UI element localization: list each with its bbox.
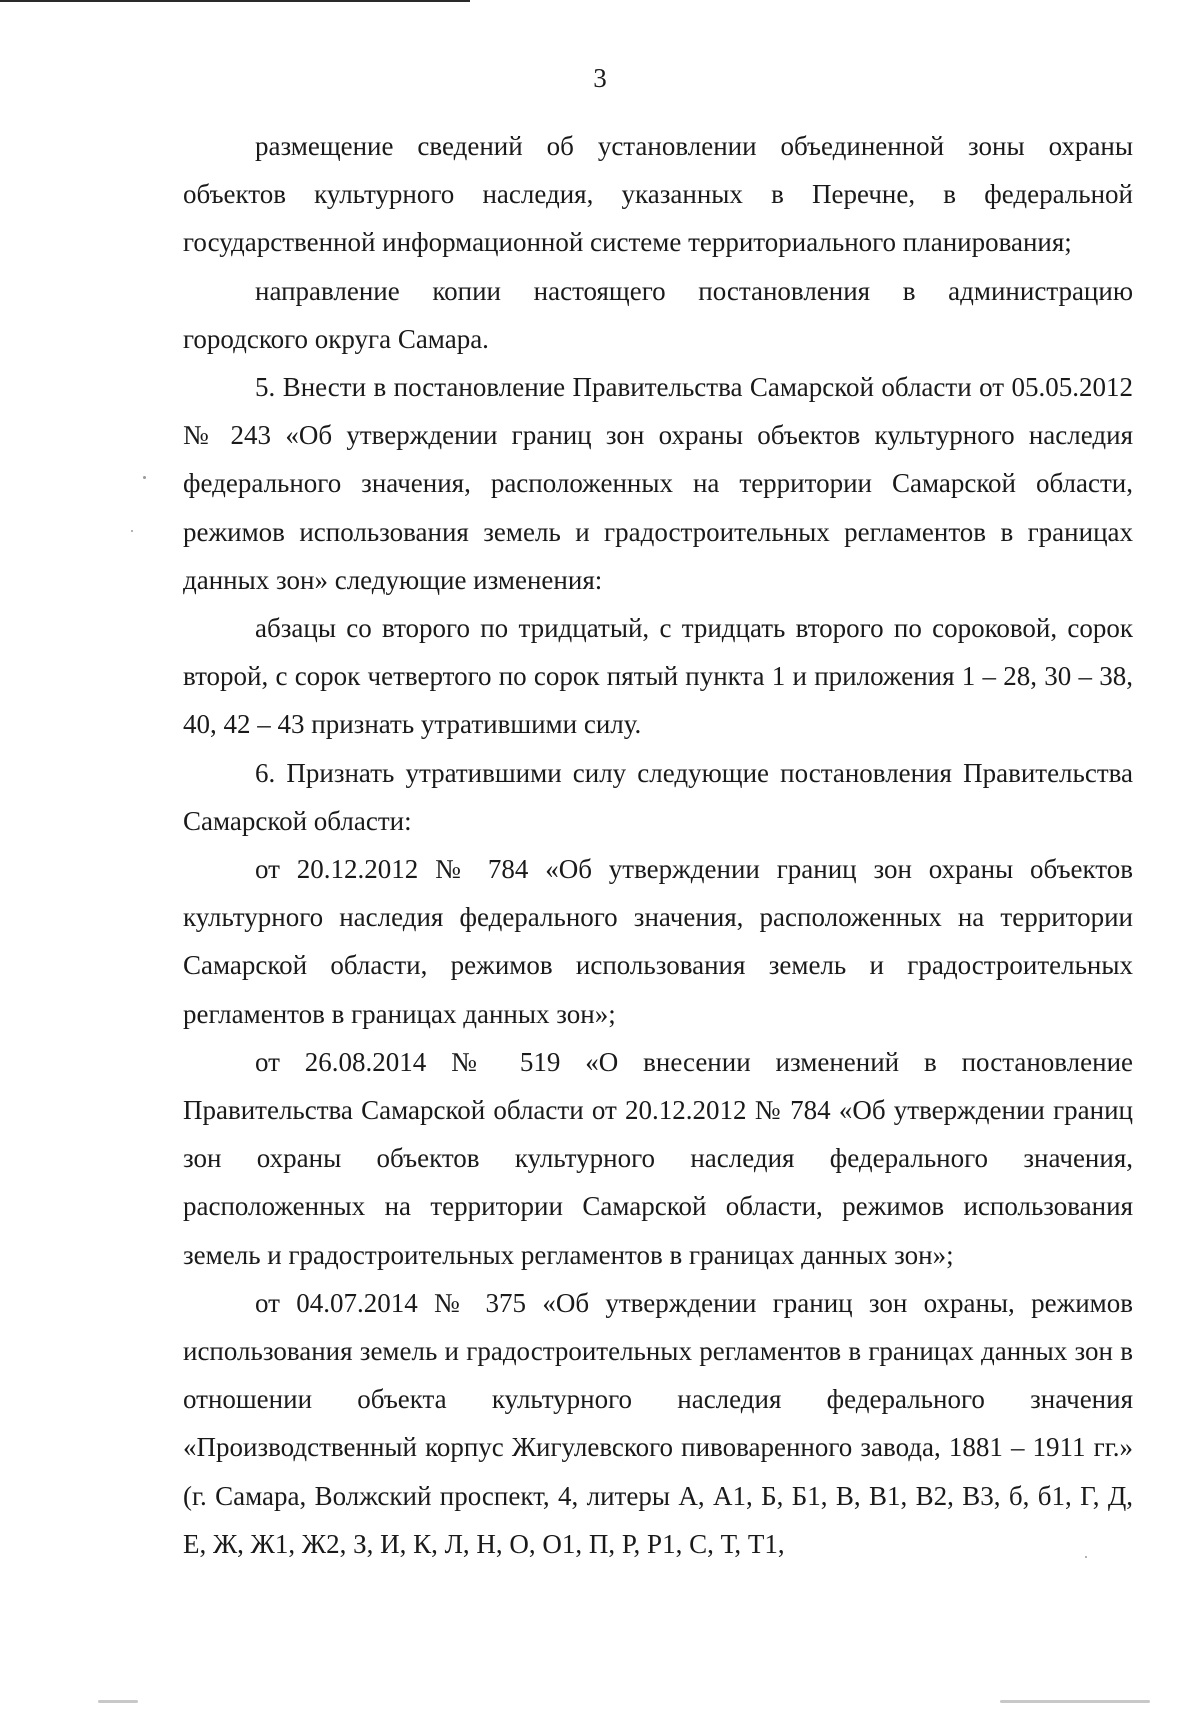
paragraph-placement-info: размещение сведений об установлении объединенной зоны охраны объектов культурного наследия, указанных в Перечне, в федеральной государственной информационной системе территориального планирования; xyxy=(183,131,1133,258)
document-body xyxy=(183,122,1133,1568)
paragraph-item-5-amendment: абзацы со второго по тридцатый, с тридцать второго по сороковой, сорок второй, с сорок четвертого по сорок пятый пункта 1 и приложения 1 – 28, 30 – 38, 40, 42 – 43 признать утратившими силу. xyxy=(183,613,1133,740)
paragraph-resolution-519: от 26.08.2014 № 519 «О внесении изменений в постановление Правительства Самарской области от 20.12.2012 № 784 «Об утверждении границ зон охраны объектов культурного наследия федерального значения, расположенных на территории Самарской области, режимов использования земель и градостроительных регламентов в границах данных зон»; xyxy=(183,1046,1133,1270)
paragraph-item-6: 6. Признать утратившими силу следующие постановления Правительства Самарской области: xyxy=(183,757,1133,836)
scan-speck xyxy=(131,530,133,532)
paragraph-copy-direction: направление копии настоящего постановления в администрацию городского округа Самара. xyxy=(183,275,1133,354)
scan-top-rule xyxy=(0,0,470,2)
page-number: 3 xyxy=(593,63,607,93)
paragraph-item-5: 5. Внести в постановление Правительства Самарской области от 05.05.2012 № 243 «Об утверждении границ зон охраны объектов культурного наследия федерального значения, расположенных на территории Самарской области, режимов использования земель и градостроительных регламентов в границах данных зон» следующие изменения: xyxy=(183,372,1133,595)
scan-speck xyxy=(1000,1700,1150,1703)
scan-speck xyxy=(98,1700,138,1703)
scan-speck xyxy=(143,476,146,479)
paragraph-resolution-784: от 20.12.2012 № 784 «Об утверждении границ зон охраны объектов культурного наследия федерального значения, расположенных на территории Самарской области, режимов использования земель и градостроительных регламентов в границах данных зон»; xyxy=(183,854,1133,1029)
scan-speck xyxy=(1085,1556,1087,1558)
paragraph-resolution-375: от 04.07.2014 № 375 «Об утверждении границ зон охраны, режимов использования земель и градостроительных регламентов в границах данных зон в отношении объекта культурного наследия федерального значения «Производственный корпус Жигулевского пивоваренного завода, 1881 – 1911 гг.» (г. Самара, Волжский проспект, 4, литеры А, А1, Б, Б1, В, В1, В2, В3, б, б1, Г, Д, Е, Ж, Ж1, Ж2, З, И, К, Л, Н, О, О1, П, Р, Р1, С, Т, Т1, xyxy=(183,1287,1133,1559)
